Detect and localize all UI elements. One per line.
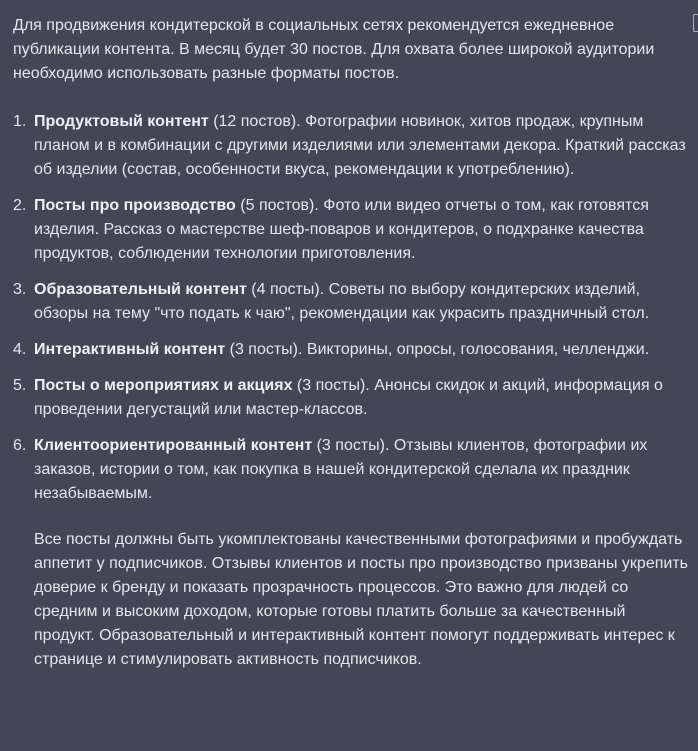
- list-item-number: 2.: [13, 197, 27, 214]
- list-item-text: (3 посты). Викторины, опросы, голосования, челленджи.: [225, 341, 650, 358]
- list-item-title: Продуктовый контент: [34, 113, 209, 130]
- list-item-title: Клиентоориентированный контент: [34, 437, 313, 454]
- copy-icon[interactable]: [693, 14, 698, 32]
- list-item: [13, 278, 686, 326]
- list-item-text: (5 постов). Фото или видео отчеты о том, как готовятся изделия. Рассказ о мастерстве шеф-поваров и кондитеров, о подхранке качества продуктов, соблюдении технологии приготовления.: [34, 197, 649, 262]
- content-formats-list: [13, 110, 686, 506]
- list-item: [13, 194, 686, 266]
- list-item-number: 6.: [13, 437, 27, 454]
- list-item: [13, 434, 686, 506]
- list-item-number: 1.: [13, 113, 27, 130]
- list-item-title: Интерактивный контент: [34, 341, 226, 358]
- list-item-text: (12 постов). Фотографии новинок, хитов продаж, крупным планом и в комбинации с другими изделиями или элементами декора. Краткий рассказ об изделии (состав, особенности вкуса, рекомендации к употреблению).: [34, 113, 686, 178]
- list-item: [13, 374, 686, 422]
- outro-paragraph: Все посты должны быть укомплектованы качественными фотографиями и пробуждать аппетит у подписчиков. Отзывы клиентов и посты про производство призваны укрепить доверие к бренду и показать прозрачность процессов. Это важно для людей со средним и высоким доходом, которые готовы платить больше за качественный продукт. Образовательный и интерактивный контент помогут поддерживать интерес к странице и стимулировать активность подписчиков.: [34, 531, 688, 668]
- list-item-text: (3 посты). Отзывы клиентов, фотографии их заказов, истории о том, как покупка в нашей кондитерской сделала их праздник незабываемым.: [34, 437, 648, 502]
- list-item-text: (3 посты). Анонсы скидок и акций, информация о проведении дегустаций или мастер-классов.: [34, 377, 663, 418]
- list-item-number: 4.: [13, 341, 27, 358]
- list-item-number: 3.: [13, 281, 27, 298]
- list-item-title: Посты о мероприятиях и акциях: [34, 377, 293, 394]
- list-item: [13, 110, 686, 182]
- list-item-title: Посты про производство: [34, 197, 236, 214]
- list-item-number: 5.: [13, 377, 27, 394]
- list-item-text: (4 посты). Советы по выбору кондитерских изделий, обзоры на тему "что подать к чаю", рекомендации как украсить праздничный стол.: [34, 281, 650, 322]
- list-item-title: Образовательный контент: [34, 281, 247, 298]
- intro-paragraph: Для продвижения кондитерской в социальных сетях рекомендуется ежедневное публикации контента. В месяц будет 30 постов. Для охвата более широкой аудитории необходимо использовать разные форматы постов.: [13, 17, 655, 82]
- list-item: [13, 338, 686, 362]
